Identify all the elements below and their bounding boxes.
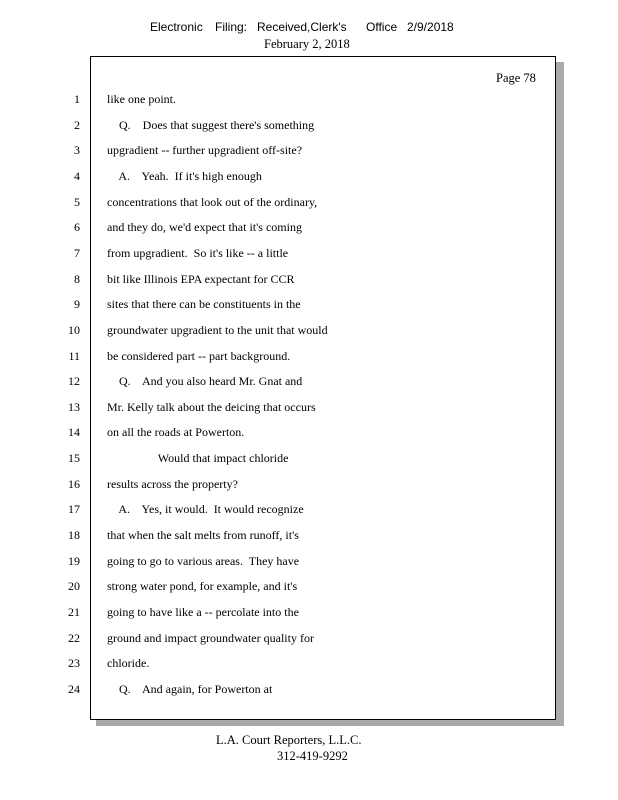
line-number: 3 [74, 143, 80, 158]
line-number: 14 [68, 425, 80, 440]
transcript-line [0, 400, 560, 420]
line-text: Q. And you also heard Mr. Gnat and [107, 374, 303, 389]
transcript-line [0, 477, 560, 497]
stamp-part: Received,Clerk's [257, 20, 347, 34]
line-number: 13 [68, 399, 80, 414]
line-text: Would that impact chloride [107, 451, 289, 466]
transcript-line [0, 323, 560, 343]
line-number: 11 [68, 348, 80, 363]
line-text: from upgradient. So it's like -- a little [107, 245, 289, 260]
transcript-line [0, 451, 560, 471]
line-text: A. Yes, it would. It would recognize [107, 502, 304, 517]
line-number: 6 [74, 220, 80, 235]
line-text: going to have like a -- percolate into the [107, 605, 299, 619]
line-number: 8 [74, 271, 80, 286]
transcript-line [0, 246, 560, 266]
line-text: ground and impact groundwater quality for [107, 630, 314, 645]
stamp-part: Electronic [150, 20, 203, 34]
transcript-line [0, 220, 560, 240]
line-text: strong water pond, for example, and it's [107, 579, 298, 594]
line-text: and they do, we'd expect that it's coming [107, 220, 302, 235]
footer-company: L.A. Court Reporters, L.L.C. [216, 733, 362, 747]
line-text: Q. And again, for Powerton at [107, 681, 273, 696]
line-number: 24 [68, 681, 80, 696]
transcript-line [0, 554, 560, 574]
line-text: sites that there can be constituents in the [107, 297, 301, 312]
line-number: 21 [68, 605, 80, 619]
line-text: be considered part -- part background. [107, 348, 291, 363]
transcript-line [0, 528, 560, 548]
line-text: on all the roads at Powerton. [107, 425, 245, 440]
line-text: upgradient -- further upgradient off-site? [107, 143, 303, 158]
transcript-line [0, 579, 560, 599]
transcript-line [0, 425, 560, 445]
line-number: 15 [68, 451, 80, 466]
line-number: 5 [74, 194, 80, 209]
line-number: 22 [68, 630, 80, 645]
line-text: like one point. [107, 92, 176, 106]
transcript-line [0, 195, 560, 215]
line-text: chloride. [107, 656, 150, 671]
line-text: A. Yeah. If it's high enough [107, 168, 262, 183]
page-number: Page 78 [496, 71, 536, 85]
line-number: 4 [74, 168, 80, 183]
line-number: 2 [74, 117, 80, 132]
stamp-part: 2/9/2018 [407, 20, 454, 34]
transcript-line [0, 92, 560, 112]
line-number: 18 [68, 528, 80, 543]
transcript-line [0, 118, 560, 138]
transcript-line [0, 169, 560, 189]
transcript-line [0, 297, 560, 317]
transcript-line [0, 143, 560, 163]
line-text: bit like Illinois EPA expectant for CCR [107, 271, 295, 286]
stamp-part: Filing: [215, 20, 248, 34]
line-number: 1 [74, 92, 80, 106]
line-text: that when the salt melts from runoff, it's [107, 528, 299, 543]
transcript-line [0, 502, 560, 522]
filing-date: February 2, 2018 [264, 37, 350, 51]
transcript-line [0, 631, 560, 651]
line-number: 20 [68, 579, 80, 594]
line-text: concentrations that look out of the ordinary, [107, 194, 318, 209]
transcript-line [0, 272, 560, 292]
line-text: Q. Does that suggest there's something [107, 117, 315, 132]
line-number: 19 [68, 553, 80, 568]
line-text: groundwater upgradient to the unit that would [107, 322, 328, 337]
line-number: 7 [74, 245, 80, 260]
line-number: 17 [68, 502, 80, 517]
line-text: Mr. Kelly talk about the deicing that occurs [107, 399, 316, 414]
line-text: going to go to various areas. They have [107, 553, 300, 568]
line-number: 16 [68, 476, 80, 491]
transcript-line [0, 349, 560, 369]
line-number: 12 [68, 374, 80, 389]
line-number: 10 [68, 322, 80, 337]
transcript-line [0, 605, 560, 625]
stamp-part: Office [366, 20, 398, 34]
transcript-line [0, 656, 560, 676]
line-text: results across the property? [107, 476, 238, 491]
line-number: 23 [68, 656, 80, 671]
line-number: 9 [74, 297, 80, 312]
transcript-line [0, 682, 560, 702]
footer-phone: 312-419-9292 [277, 749, 348, 763]
transcript-line [0, 374, 560, 394]
